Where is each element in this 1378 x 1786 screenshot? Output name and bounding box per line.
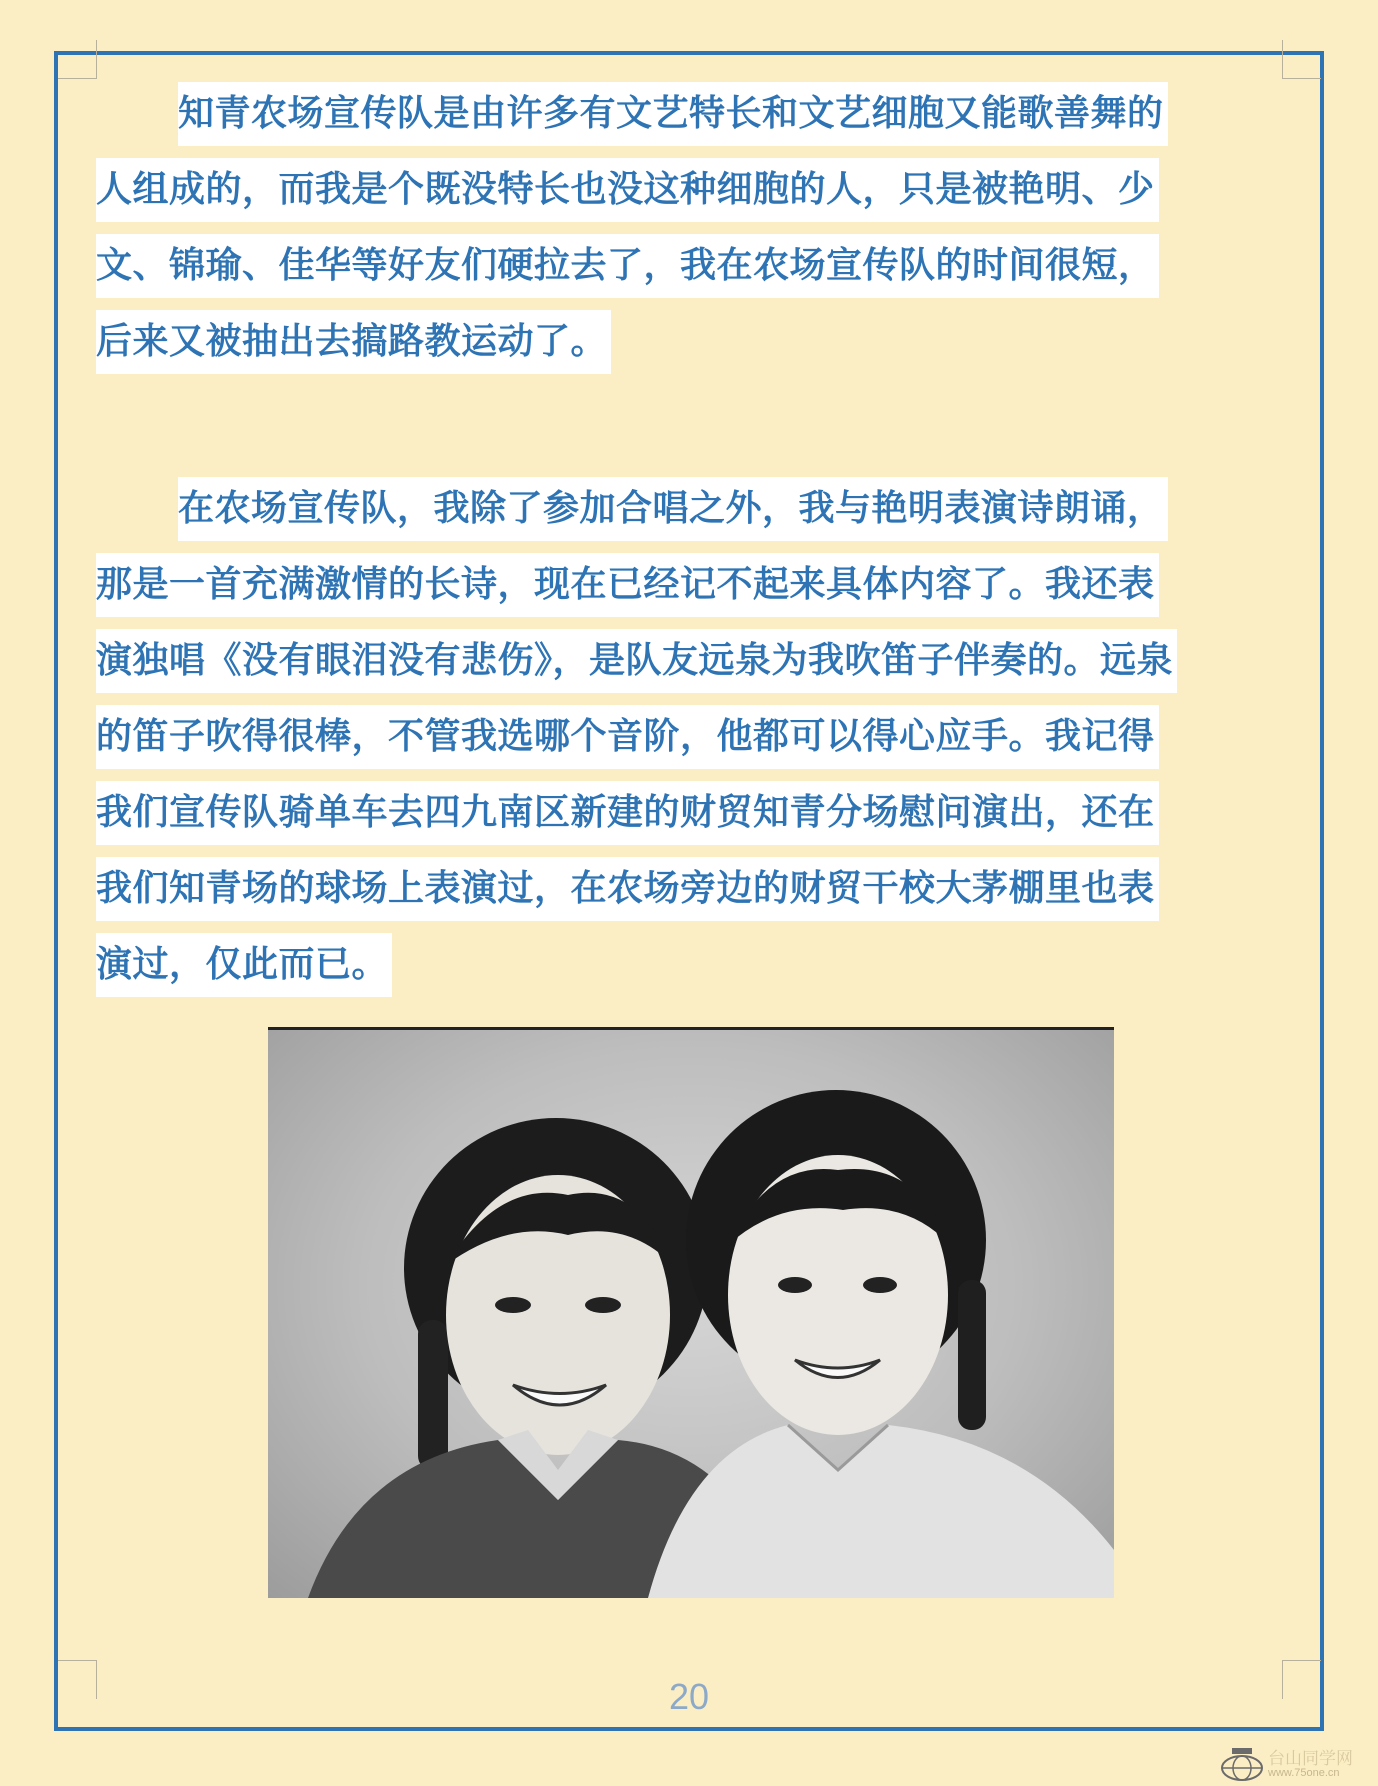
crop-mark-top-right <box>1282 40 1321 79</box>
portrait-photo <box>268 1027 1114 1598</box>
paragraph-2-line: 那是一首充满激情的长诗，现在已经记不起来具体内容了。我还表 <box>96 553 1159 617</box>
crop-mark-top-left <box>58 40 97 79</box>
globe-logo-icon <box>1218 1746 1266 1782</box>
paragraph-2-line: 我们宣传队骑单车去四九南区新建的财贸知青分场慰问演出，还在 <box>96 781 1159 845</box>
paragraph-1-line: 后来又被抽出去搞路教运动了。 <box>96 310 611 374</box>
paragraph-1-line: 人组成的，而我是个既没特长也没这种细胞的人，只是被艳明、少 <box>96 158 1159 222</box>
watermark-url: www.75one.cn <box>1268 1767 1340 1779</box>
paragraph-1-line: 知青农场宣传队是由许多有文艺特长和文艺细胞又能歌善舞的 <box>178 82 1168 146</box>
paragraph-2-line: 在农场宣传队，我除了参加合唱之外，我与艳明表演诗朗诵， <box>178 477 1168 541</box>
paragraph-1-line: 文、锦瑜、佳华等好友们硬拉去了，我在农场宣传队的时间很短， <box>96 234 1159 298</box>
paragraph-2-line: 我们知青场的球场上表演过，在农场旁边的财贸干校大茅棚里也表 <box>96 857 1159 921</box>
page-number: 20 <box>668 1676 710 1717</box>
watermark-name: 台山同学网 <box>1268 1749 1353 1769</box>
paragraph-2-line: 演独唱《没有眼泪没有悲伤》，是队友远泉为我吹笛子伴奏的。远泉 <box>96 629 1177 693</box>
paragraph-2-line: 的笛子吹得很棒，不管我选哪个音阶，他都可以得心应手。我记得 <box>96 705 1159 769</box>
paragraph-2-line: 演过，仅此而已。 <box>96 933 392 997</box>
portrait-photo-icon <box>268 1030 1114 1598</box>
site-watermark <box>1218 1740 1378 1786</box>
